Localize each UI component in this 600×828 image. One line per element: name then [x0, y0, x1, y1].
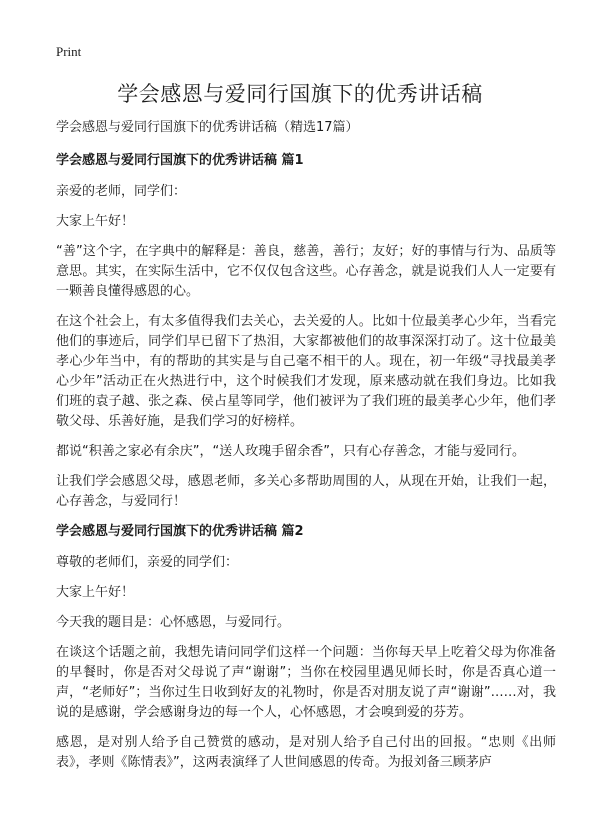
article-heading-2: 学会感恩与爱同行国旗下的优秀讲话稿 篇2 — [56, 524, 304, 539]
paragraph: 在谈这个话题之前，我想先请问同学们这样一个问题：当你每天早上吃着父母为你准备的早餐时，你是否对父母说了声“谢谢”；当你在校园里遇见师长时，你是否真心道一声，“老师好”；当你过生日收到好友的礼物时，你是否对朋友说了声“谢谢”……对，我说的是感谢，学会感谢身边的每一个人，心怀感恩，才会嗅到爱的芬芳。 — [56, 645, 556, 720]
paragraph: 感恩，是对别人给予自己赞赏的感动，是对别人给予自己付出的回报。“忠则《出师表》，孝则《陈情表》”，这两表演绎了人世间感恩的传奇。为报刘备三顾茅庐 — [56, 735, 556, 770]
paragraph: 都说“积善之家必有余庆”，“送人玫瑰手留余香”，只有心存善念，才能与爱同行。 — [56, 444, 525, 459]
paragraph: 让我们学会感恩父母，感恩老师，多关心多帮助周围的人，从现在开始，让我们一起，心存善念，与爱同行！ — [56, 474, 556, 509]
paragraph: 尊敬的老师们，亲爱的同学们： — [56, 555, 239, 570]
document-body — [56, 118, 556, 783]
paragraph: 大家上午好！ — [56, 214, 135, 229]
page-title: 学会感恩与爱同行国旗下的优秀讲话稿 — [117, 82, 483, 106]
article-heading-1: 学会感恩与爱同行国旗下的优秀讲话稿 篇1 — [56, 153, 304, 168]
document-subtitle: 学会感恩与爱同行国旗下的优秀讲话稿（精选17篇） — [56, 120, 359, 135]
paragraph: 在这个社会上，有太多值得我们去关心，去关爱的人。比如十位最美孝心少年，当看完他们的事迹后，同学们早已留下了热泪，大家都被他们的故事深深打动了。这十位最美孝心少年当中，有的帮助的其实是与自己毫不相干的人。现在，初一年级“寻找最美孝心少年”活动正在火热进行中，这个时候我们才发现，原来感动就在我们身边。比如我们班的袁子越、张之森、侯占星等同学，他们被评为了我们班的最美孝心少年，他们孝敬父母、乐善好施，是我们学习的好榜样。 — [56, 314, 556, 429]
paragraph: “善”这个字，在字典中的解释是：善良，慈善，善行；友好；好的事情与行为、品质等意思。其实，在实际生活中，它不仅仅包含这些。心存善念，就是说我们人人一定要有一颗善良懂得感恩的心。 — [56, 244, 556, 299]
paragraph: 大家上午好！ — [56, 585, 135, 600]
paragraph: 亲爱的老师，同学们： — [56, 184, 187, 199]
paragraph: 今天我的题目是：心怀感恩，与爱同行。 — [56, 615, 291, 630]
print-link[interactable]: Print — [56, 44, 82, 59]
